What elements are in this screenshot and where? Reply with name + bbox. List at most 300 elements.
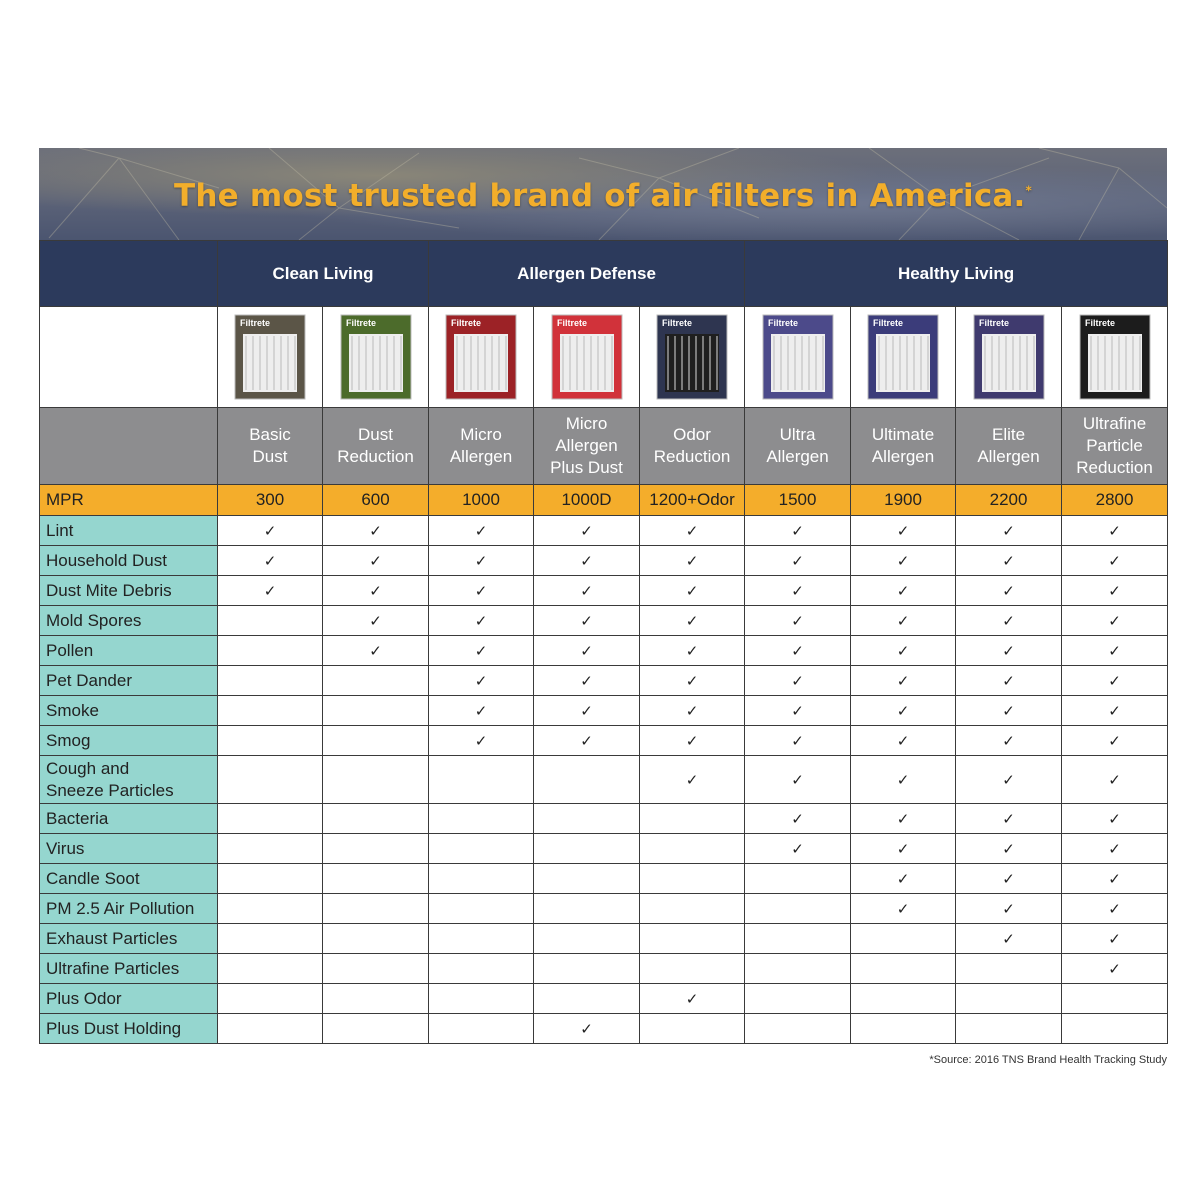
- filter-package-image: [234, 314, 306, 400]
- product-image-cell: [956, 307, 1062, 408]
- check-mark-icon: ✓: [1108, 809, 1121, 828]
- check-mark-icon: ✓: [1108, 839, 1121, 858]
- feature-check-cell: [640, 636, 745, 666]
- feature-row: [40, 834, 1168, 864]
- check-mark-icon: ✓: [791, 641, 804, 660]
- feature-label-line: Plus Odor: [46, 988, 122, 1008]
- mpr-value: 1000: [429, 485, 534, 516]
- check-mark-icon: ✓: [896, 551, 910, 570]
- feature-label-line: Ultrafine Particles: [46, 958, 180, 978]
- feature-check-cell: [323, 756, 429, 804]
- check-mark-icon: ✓: [1002, 839, 1015, 858]
- feature-check-cell: [534, 834, 640, 864]
- check-mark-icon: ✓: [580, 551, 593, 570]
- feature-check-cell: [534, 756, 640, 804]
- check-mark-icon: ✓: [1108, 959, 1121, 978]
- feature-label-line: Pet Dander: [46, 670, 132, 690]
- check-mark-icon: ✓: [1002, 731, 1015, 750]
- check-mark-icon: ✓: [474, 521, 488, 540]
- feature-row: [40, 576, 1168, 606]
- product-name-line: Particle: [1086, 436, 1143, 455]
- feature-check-cell: [640, 606, 745, 636]
- feature-check-cell: [851, 834, 956, 864]
- feature-label: [40, 954, 218, 984]
- feature-check-cell: [640, 756, 745, 804]
- mpr-value: 1900: [851, 485, 956, 516]
- check-mark-icon: ✓: [896, 581, 910, 600]
- check-mark-icon: ✓: [791, 521, 804, 540]
- feature-check-cell: [323, 636, 429, 666]
- feature-label: [40, 636, 218, 666]
- check-mark-icon: ✓: [1002, 611, 1015, 630]
- feature-label-line: Lint: [46, 520, 74, 540]
- feature-check-cell: [1062, 954, 1168, 984]
- feature-label: [40, 1014, 218, 1044]
- feature-check-cell: [429, 546, 534, 576]
- feature-row: [40, 1014, 1168, 1044]
- feature-check-cell: [640, 666, 745, 696]
- product-image-cell: [429, 307, 534, 408]
- feature-label: [40, 666, 218, 696]
- feature-check-cell: [745, 516, 851, 546]
- feature-check-cell: [534, 576, 640, 606]
- feature-check-cell: [218, 1014, 323, 1044]
- check-mark-icon: ✓: [474, 581, 488, 600]
- feature-label-line: Smog: [46, 730, 91, 750]
- feature-check-cell: [745, 636, 851, 666]
- feature-check-cell: [429, 606, 534, 636]
- feature-row: [40, 954, 1168, 984]
- check-mark-icon: ✓: [474, 641, 488, 660]
- check-mark-icon: ✓: [896, 521, 910, 540]
- feature-check-cell: [851, 546, 956, 576]
- feature-check-cell: [640, 576, 745, 606]
- brand-logo: Filtrete: [451, 318, 482, 328]
- check-mark-icon: ✓: [685, 701, 699, 720]
- feature-check-cell: [429, 894, 534, 924]
- check-mark-icon: ✓: [685, 989, 699, 1008]
- check-mark-icon: ✓: [896, 770, 910, 789]
- feature-label: [40, 894, 218, 924]
- product-name-line: Dust: [358, 425, 393, 444]
- feature-label-line: Pollen: [46, 640, 94, 660]
- product-line-header: Clean Living: [218, 241, 429, 307]
- check-mark-icon: ✓: [1108, 641, 1121, 660]
- feature-check-cell: [429, 726, 534, 756]
- check-mark-icon: ✓: [896, 731, 910, 750]
- check-mark-icon: ✓: [474, 671, 488, 690]
- check-mark-icon: ✓: [1002, 641, 1015, 660]
- feature-check-cell: [323, 894, 429, 924]
- feature-check-cell: [640, 1014, 745, 1044]
- feature-check-cell: [323, 954, 429, 984]
- feature-check-cell: [640, 516, 745, 546]
- filter-package-image: [340, 314, 412, 400]
- feature-check-cell: [323, 1014, 429, 1044]
- check-mark-icon: ✓: [685, 581, 699, 600]
- check-mark-icon: ✓: [369, 611, 382, 630]
- feature-check-cell: [745, 696, 851, 726]
- feature-label-line: Cough and: [46, 758, 130, 778]
- feature-row: [40, 756, 1168, 804]
- check-mark-icon: ✓: [1108, 899, 1121, 918]
- feature-check-cell: [640, 546, 745, 576]
- check-mark-icon: ✓: [580, 701, 593, 720]
- feature-row: [40, 606, 1168, 636]
- feature-check-cell: [218, 954, 323, 984]
- check-mark-icon: ✓: [896, 809, 910, 828]
- check-mark-icon: ✓: [263, 551, 277, 570]
- feature-check-cell: [956, 756, 1062, 804]
- feature-check-cell: [218, 696, 323, 726]
- feature-check-cell: [218, 894, 323, 924]
- check-mark-icon: ✓: [685, 521, 699, 540]
- feature-check-cell: [218, 756, 323, 804]
- feature-check-cell: [218, 546, 323, 576]
- check-mark-icon: ✓: [580, 641, 593, 660]
- feature-label-line: Plus Dust Holding: [46, 1018, 182, 1038]
- check-mark-icon: ✓: [263, 521, 277, 540]
- filter-package-image: [867, 314, 939, 400]
- check-mark-icon: ✓: [474, 701, 488, 720]
- product-image-cell: [640, 307, 745, 408]
- product-name-line: Allergen: [871, 447, 935, 466]
- feature-check-cell: [956, 1014, 1062, 1044]
- feature-check-cell: [745, 666, 851, 696]
- feature-label: [40, 576, 218, 606]
- feature-check-cell: [323, 606, 429, 636]
- feature-label: [40, 546, 218, 576]
- feature-check-cell: [323, 804, 429, 834]
- check-mark-icon: ✓: [791, 770, 804, 789]
- feature-check-cell: [745, 954, 851, 984]
- feature-check-cell: [745, 804, 851, 834]
- feature-check-cell: [323, 726, 429, 756]
- feature-check-cell: [429, 834, 534, 864]
- product-image-cell: [851, 307, 956, 408]
- feature-check-cell: [429, 804, 534, 834]
- feature-check-cell: [429, 696, 534, 726]
- check-mark-icon: ✓: [896, 899, 910, 918]
- feature-label: [40, 924, 218, 954]
- feature-label-line: Household Dust: [46, 550, 167, 570]
- feature-check-cell: [534, 894, 640, 924]
- check-mark-icon: ✓: [580, 521, 593, 540]
- product-name-line: Allergen: [977, 447, 1040, 466]
- feature-check-cell: [429, 756, 534, 804]
- feature-label: [40, 516, 218, 546]
- mpr-value: 1000D: [534, 485, 640, 516]
- product-image-cell: [745, 307, 851, 408]
- feature-check-cell: [534, 636, 640, 666]
- check-mark-icon: ✓: [896, 869, 910, 888]
- feature-check-cell: [851, 576, 956, 606]
- product-name-line: Ultrafine: [1082, 414, 1147, 433]
- blank-name-cell: [40, 408, 218, 485]
- feature-label: [40, 984, 218, 1014]
- brand-logo: Filtrete: [240, 318, 271, 328]
- product-image-row: [40, 307, 1168, 408]
- check-mark-icon: ✓: [685, 641, 699, 660]
- feature-check-cell: [956, 516, 1062, 546]
- feature-label-line: Smoke: [46, 700, 99, 720]
- feature-check-cell: [534, 546, 640, 576]
- feature-rows: [40, 516, 1168, 1044]
- feature-check-cell: [534, 726, 640, 756]
- feature-label: [40, 606, 218, 636]
- filter-package-image: [656, 314, 728, 400]
- feature-row: [40, 636, 1168, 666]
- feature-check-cell: [534, 864, 640, 894]
- feature-check-cell: [429, 924, 534, 954]
- check-mark-icon: ✓: [1002, 671, 1015, 690]
- feature-check-cell: [640, 804, 745, 834]
- feature-check-cell: [218, 516, 323, 546]
- check-mark-icon: ✓: [1002, 929, 1015, 948]
- check-mark-icon: ✓: [1108, 929, 1121, 948]
- feature-check-cell: [851, 864, 956, 894]
- feature-check-cell: [323, 546, 429, 576]
- feature-label-line: Dust Mite Debris: [46, 580, 172, 600]
- title-banner: [39, 148, 1167, 240]
- feature-check-cell: [956, 834, 1062, 864]
- feature-label: [40, 864, 218, 894]
- check-mark-icon: ✓: [896, 671, 910, 690]
- product-name-line: Dust: [252, 447, 288, 466]
- feature-check-cell: [323, 696, 429, 726]
- brand-logo: Filtrete: [662, 318, 693, 328]
- feature-check-cell: [218, 834, 323, 864]
- feature-check-cell: [640, 834, 745, 864]
- feature-check-cell: [218, 636, 323, 666]
- feature-check-cell: [534, 1014, 640, 1044]
- feature-row: [40, 924, 1168, 954]
- feature-check-cell: [745, 894, 851, 924]
- feature-check-cell: [956, 696, 1062, 726]
- blank-header-cell: [40, 241, 218, 307]
- check-mark-icon: ✓: [1108, 671, 1121, 690]
- feature-check-cell: [1062, 576, 1168, 606]
- check-mark-icon: ✓: [1108, 701, 1121, 720]
- feature-check-cell: [1062, 924, 1168, 954]
- feature-check-cell: [1062, 834, 1168, 864]
- check-mark-icon: ✓: [685, 671, 699, 690]
- feature-row: [40, 546, 1168, 576]
- check-mark-icon: ✓: [580, 611, 593, 630]
- check-mark-icon: ✓: [791, 839, 804, 858]
- filter-package-image: [1079, 314, 1151, 400]
- feature-check-cell: [640, 984, 745, 1014]
- product-name: [1062, 408, 1168, 485]
- check-mark-icon: ✓: [791, 581, 804, 600]
- product-name-line: Ultimate: [871, 425, 935, 444]
- feature-check-cell: [218, 864, 323, 894]
- check-mark-icon: ✓: [1108, 521, 1121, 540]
- feature-check-cell: [745, 756, 851, 804]
- check-mark-icon: ✓: [1002, 869, 1015, 888]
- feature-row: [40, 666, 1168, 696]
- feature-label-line: Mold Spores: [46, 610, 142, 630]
- check-mark-icon: ✓: [896, 641, 910, 660]
- feature-check-cell: [1062, 864, 1168, 894]
- feature-check-cell: [429, 954, 534, 984]
- filter-package-image: [445, 314, 517, 400]
- check-mark-icon: ✓: [791, 701, 804, 720]
- check-mark-icon: ✓: [1002, 521, 1015, 540]
- mpr-value: 2200: [956, 485, 1062, 516]
- feature-check-cell: [429, 636, 534, 666]
- check-mark-icon: ✓: [474, 731, 488, 750]
- feature-check-cell: [1062, 636, 1168, 666]
- check-mark-icon: ✓: [369, 581, 382, 600]
- feature-check-cell: [851, 804, 956, 834]
- product-image-cell: [218, 307, 323, 408]
- brand-logo: Filtrete: [1084, 318, 1115, 328]
- check-mark-icon: ✓: [1002, 581, 1015, 600]
- check-mark-icon: ✓: [1108, 551, 1121, 570]
- feature-label-line: Candle Soot: [46, 868, 140, 888]
- feature-check-cell: [323, 864, 429, 894]
- feature-check-cell: [956, 924, 1062, 954]
- check-mark-icon: ✓: [1002, 770, 1015, 789]
- product-name-line: Reduction: [337, 447, 414, 466]
- feature-check-cell: [640, 726, 745, 756]
- feature-row: [40, 804, 1168, 834]
- feature-check-cell: [218, 984, 323, 1014]
- feature-label-line: Virus: [46, 838, 85, 858]
- feature-check-cell: [745, 984, 851, 1014]
- product-name: [218, 408, 323, 485]
- check-mark-icon: ✓: [369, 521, 382, 540]
- feature-check-cell: [745, 726, 851, 756]
- feature-check-cell: [851, 954, 956, 984]
- source-footnote: *Source: 2016 TNS Brand Health Tracking Study: [929, 1054, 1167, 1066]
- feature-check-cell: [323, 834, 429, 864]
- product-name: [640, 408, 745, 485]
- mpr-value: 1500: [745, 485, 851, 516]
- feature-check-cell: [851, 516, 956, 546]
- feature-check-cell: [534, 666, 640, 696]
- feature-label-line: Exhaust Particles: [46, 928, 178, 948]
- check-mark-icon: ✓: [580, 581, 593, 600]
- feature-check-cell: [956, 804, 1062, 834]
- product-name: [956, 408, 1062, 485]
- check-mark-icon: ✓: [580, 1019, 593, 1038]
- feature-check-cell: [534, 954, 640, 984]
- product-line-header: Healthy Living: [745, 241, 1168, 307]
- product-name-row: [40, 408, 1168, 485]
- check-mark-icon: ✓: [896, 611, 910, 630]
- feature-check-cell: [851, 606, 956, 636]
- feature-row: [40, 696, 1168, 726]
- feature-check-cell: [745, 606, 851, 636]
- brand-logo: Filtrete: [978, 318, 1009, 328]
- feature-check-cell: [534, 924, 640, 954]
- mpr-value: 1200+Odor: [640, 485, 745, 516]
- feature-check-cell: [1062, 894, 1168, 924]
- check-mark-icon: ✓: [685, 770, 699, 789]
- check-mark-icon: ✓: [1108, 770, 1121, 789]
- feature-check-cell: [534, 606, 640, 636]
- feature-check-cell: [851, 924, 956, 954]
- feature-label: [40, 696, 218, 726]
- check-mark-icon: ✓: [369, 551, 382, 570]
- product-name: [745, 408, 851, 485]
- product-name-line: Allergen: [766, 447, 829, 466]
- feature-check-cell: [1062, 984, 1168, 1014]
- feature-check-cell: [1062, 726, 1168, 756]
- feature-row: [40, 726, 1168, 756]
- feature-check-cell: [1062, 756, 1168, 804]
- feature-check-cell: [745, 576, 851, 606]
- check-mark-icon: ✓: [1108, 869, 1121, 888]
- mpr-row: [40, 485, 1168, 516]
- product-name-line: Allergen: [555, 436, 618, 455]
- feature-check-cell: [956, 576, 1062, 606]
- product-image-cell: [1062, 307, 1168, 408]
- feature-check-cell: [323, 924, 429, 954]
- filter-comparison-table: [39, 240, 1168, 1044]
- filter-package-image: [973, 314, 1045, 400]
- product-name: [851, 408, 956, 485]
- product-name-line: Allergen: [449, 447, 513, 466]
- brand-logo: Filtrete: [345, 318, 376, 328]
- feature-check-cell: [534, 984, 640, 1014]
- feature-check-cell: [640, 924, 745, 954]
- product-name-line: Elite: [991, 425, 1026, 444]
- product-image-cell: [323, 307, 429, 408]
- feature-check-cell: [956, 606, 1062, 636]
- check-mark-icon: ✓: [580, 731, 593, 750]
- feature-row: [40, 864, 1168, 894]
- feature-check-cell: [1062, 546, 1168, 576]
- check-mark-icon: ✓: [791, 671, 804, 690]
- filter-package-image: [762, 314, 834, 400]
- mpr-value: 600: [323, 485, 429, 516]
- product-line-header: Allergen Defense: [429, 241, 745, 307]
- feature-check-cell: [218, 606, 323, 636]
- product-name-line: Micro: [565, 414, 608, 433]
- check-mark-icon: ✓: [685, 731, 699, 750]
- brand-logo: Filtrete: [873, 318, 904, 328]
- feature-check-cell: [1062, 696, 1168, 726]
- check-mark-icon: ✓: [1002, 899, 1015, 918]
- page-title: The most trusted brand of air filters in America.*: [174, 178, 1032, 214]
- feature-check-cell: [851, 984, 956, 1014]
- product-name-line: Plus Dust: [550, 458, 623, 477]
- mpr-label: MPR: [40, 485, 218, 516]
- product-name-line: Basic: [249, 425, 291, 444]
- feature-check-cell: [745, 924, 851, 954]
- check-mark-icon: ✓: [1002, 701, 1015, 720]
- check-mark-icon: ✓: [685, 611, 699, 630]
- product-name: [429, 408, 534, 485]
- feature-check-cell: [323, 516, 429, 546]
- feature-check-cell: [956, 954, 1062, 984]
- product-name: [323, 408, 429, 485]
- check-mark-icon: ✓: [791, 809, 804, 828]
- filter-package-image: [551, 314, 623, 400]
- check-mark-icon: ✓: [474, 611, 488, 630]
- check-mark-icon: ✓: [791, 551, 804, 570]
- check-mark-icon: ✓: [1002, 551, 1015, 570]
- feature-check-cell: [851, 726, 956, 756]
- product-name: [534, 408, 640, 485]
- feature-check-cell: [745, 834, 851, 864]
- comparison-chart: [39, 148, 1167, 1044]
- product-name-line: Odor: [673, 425, 711, 444]
- check-mark-icon: ✓: [896, 701, 910, 720]
